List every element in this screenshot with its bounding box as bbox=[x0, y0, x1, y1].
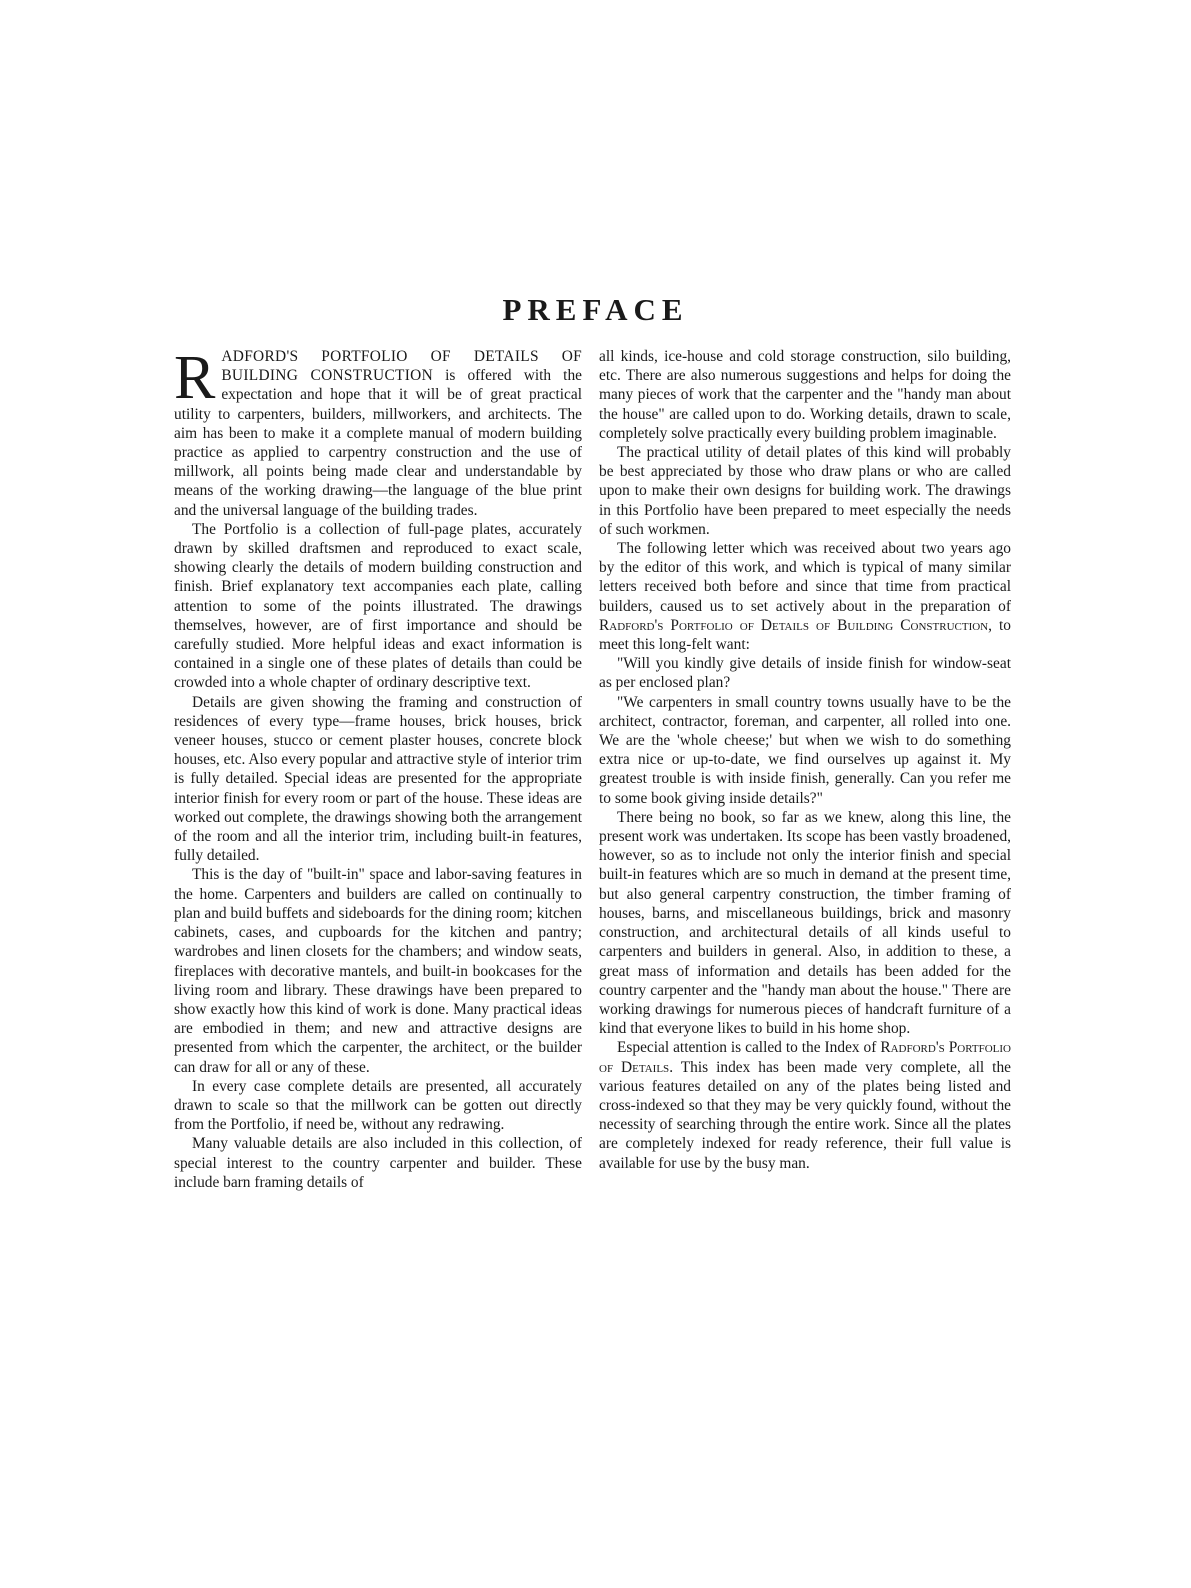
paragraph-portfolio: The Portfolio is a collection of full-page plates, accurately drawn by skilled draftsmen and reproduced to exact scale, showing clearly the details of modern building construction and finish. Brief explanatory text accompanies each plate, calling attention to some of the points illustrated. The drawings themselves, however, are of first importance and should be carefully studied. More helpful ideas and exact information is contained in a single one of these plates of details than could be crowded into a whole chapter of ordinary descriptive text. bbox=[174, 520, 582, 692]
index-text-end: . This index has been made very complete, all the various features detailed on any of the plates being listed and cross-indexed so that they may be very quickly found, without the necessity of searching through the entire work. Since all the plates are completely indexed for ready reference, their full value is available for use by the busy man. bbox=[599, 1058, 1011, 1172]
index-title-smallcaps: Radford's Portfolio of Details bbox=[599, 1039, 1011, 1076]
paragraph-continued: all kinds, ice-house and cold storage construction, silo building, etc. There are also numerous suggestions and helps for doing the many pieces of work that the carpenter and the "handy man about the house" are called upon to do. Working details, drawn to scale, completely solve practically every building problem imaginable. bbox=[599, 348, 1011, 442]
drop-cap: R bbox=[174, 344, 216, 412]
page-title: PREFACE bbox=[502, 292, 689, 327]
paragraph-details: Details are given showing the framing and construction of residences of every type—frame houses, brick houses, brick veneer houses, stucco or cement plaster houses, concrete block houses, etc. Also every popular and attractive style of interior trim is fully detailed. Special ideas are presented for the appropriate interior finish for every room or part of the house. These ideas are worked out complete, the drawings showing both the arrangement of the room and all the interior trim, including built-in features, fully detailed. bbox=[174, 693, 582, 865]
index-text-start: Especial attention is called to the Index of bbox=[617, 1039, 881, 1057]
paragraph-country: Many valuable details are also included in this collection, of special interest to the country carpenter and builder. These include barn framing details of bbox=[174, 1135, 582, 1191]
paragraph-scope: There being no book, so far as we knew, along this line, the present work was undertaken. Its scope has been vastly broadened, however, so as to include not only the interior finish and special built-in features which are so much in demand at the present time, but also general carpentry construction, the timber framing of houses, barns, and miscellaneous buildings, brick and masonry construction, and architectural details of all kinds useful to carpenters and builders in general. Also, in addition to these, a great mass of information and details has been added for the country carpenter and the "handy man about the house." There are working drawings for numerous pieces of handcraft furniture of a kind that everyone likes to build in his home shop. bbox=[599, 808, 1011, 1038]
paragraph-scale: In every case complete details are presented, all accurately drawn to scale so that the millwork can be gotten out directly from the Portfolio, if need be, without any redrawing. bbox=[174, 1077, 582, 1134]
paragraph-utility: The practical utility of detail plates of this kind will probably be best appreciated by those who draw plans or who are called upon to make their own designs for building work. The drawings in this Portfolio have been prepared to meet especially the needs of such workmen. bbox=[599, 444, 1011, 538]
right-text-column bbox=[599, 347, 1011, 1173]
letter-intro-text: The following letter which was received about two years ago by the editor of this work, and which is typical of many similar letters received both before and since that time from practical builders, caused us to set actively about in the preparation of bbox=[599, 540, 1011, 615]
letter-intro-end: , to meet this long-felt want: bbox=[599, 616, 1012, 654]
intro-text: is offered with the expectation and hope that it will be of great practical utility to carpenters, builders, millworkers, and architects. The aim has been to make it a complete manual of modern building practice as applied to carpentry construction and the use of millwork, all points being made clear and understandable by means of the working drawing—the language of the blue print and the universal language of the building trades. bbox=[174, 367, 582, 519]
paragraph-built-in: This is the day of "built-in" space and labor-saving features in the home. Carpenters and builders are called on continually to plan and build buffets and sideboards for the dining room; kitchen cabinets, cases, and cupboards for the kitchen and pantry; wardrobes and linen closets for the chambers; and window seats, fireplaces with decorative mantels, and built-in bookcases for the living room and library. These drawings have been prepared to show exactly how this kind of work is done. Many practical ideas are embodied in them; and new and attractive designs are presented from which the carpenter, the architect, or the builder can draw for all or any of these. bbox=[174, 866, 582, 1076]
intro-paragraph bbox=[174, 344, 582, 520]
letter-quote-2: "We carpenters in small country towns usually have to be the architect, contractor, foreman, and carpenter, all rolled into one. We are the 'whole cheese;' but when we wish to do something extra nice or up-to-date, we find ourselves up against it. My greatest trouble is with inside finish, generally. Can you refer me to some book giving inside details?" bbox=[599, 693, 1011, 807]
paragraph-index bbox=[599, 1038, 1011, 1172]
paragraph-letter-intro bbox=[599, 539, 1011, 654]
letter-quote-1: "Will you kindly give details of inside finish for window-seat as per enclosed plan? bbox=[599, 655, 1011, 692]
portfolio-title-smallcaps: Radford's Portfolio of Details of Building Construction bbox=[599, 616, 989, 634]
intro-caps: ADFORD'S PORTFOLIO OF DETAILS OF BUILDING CONSTRUCTION bbox=[221, 348, 582, 385]
left-text-column bbox=[174, 344, 582, 1192]
